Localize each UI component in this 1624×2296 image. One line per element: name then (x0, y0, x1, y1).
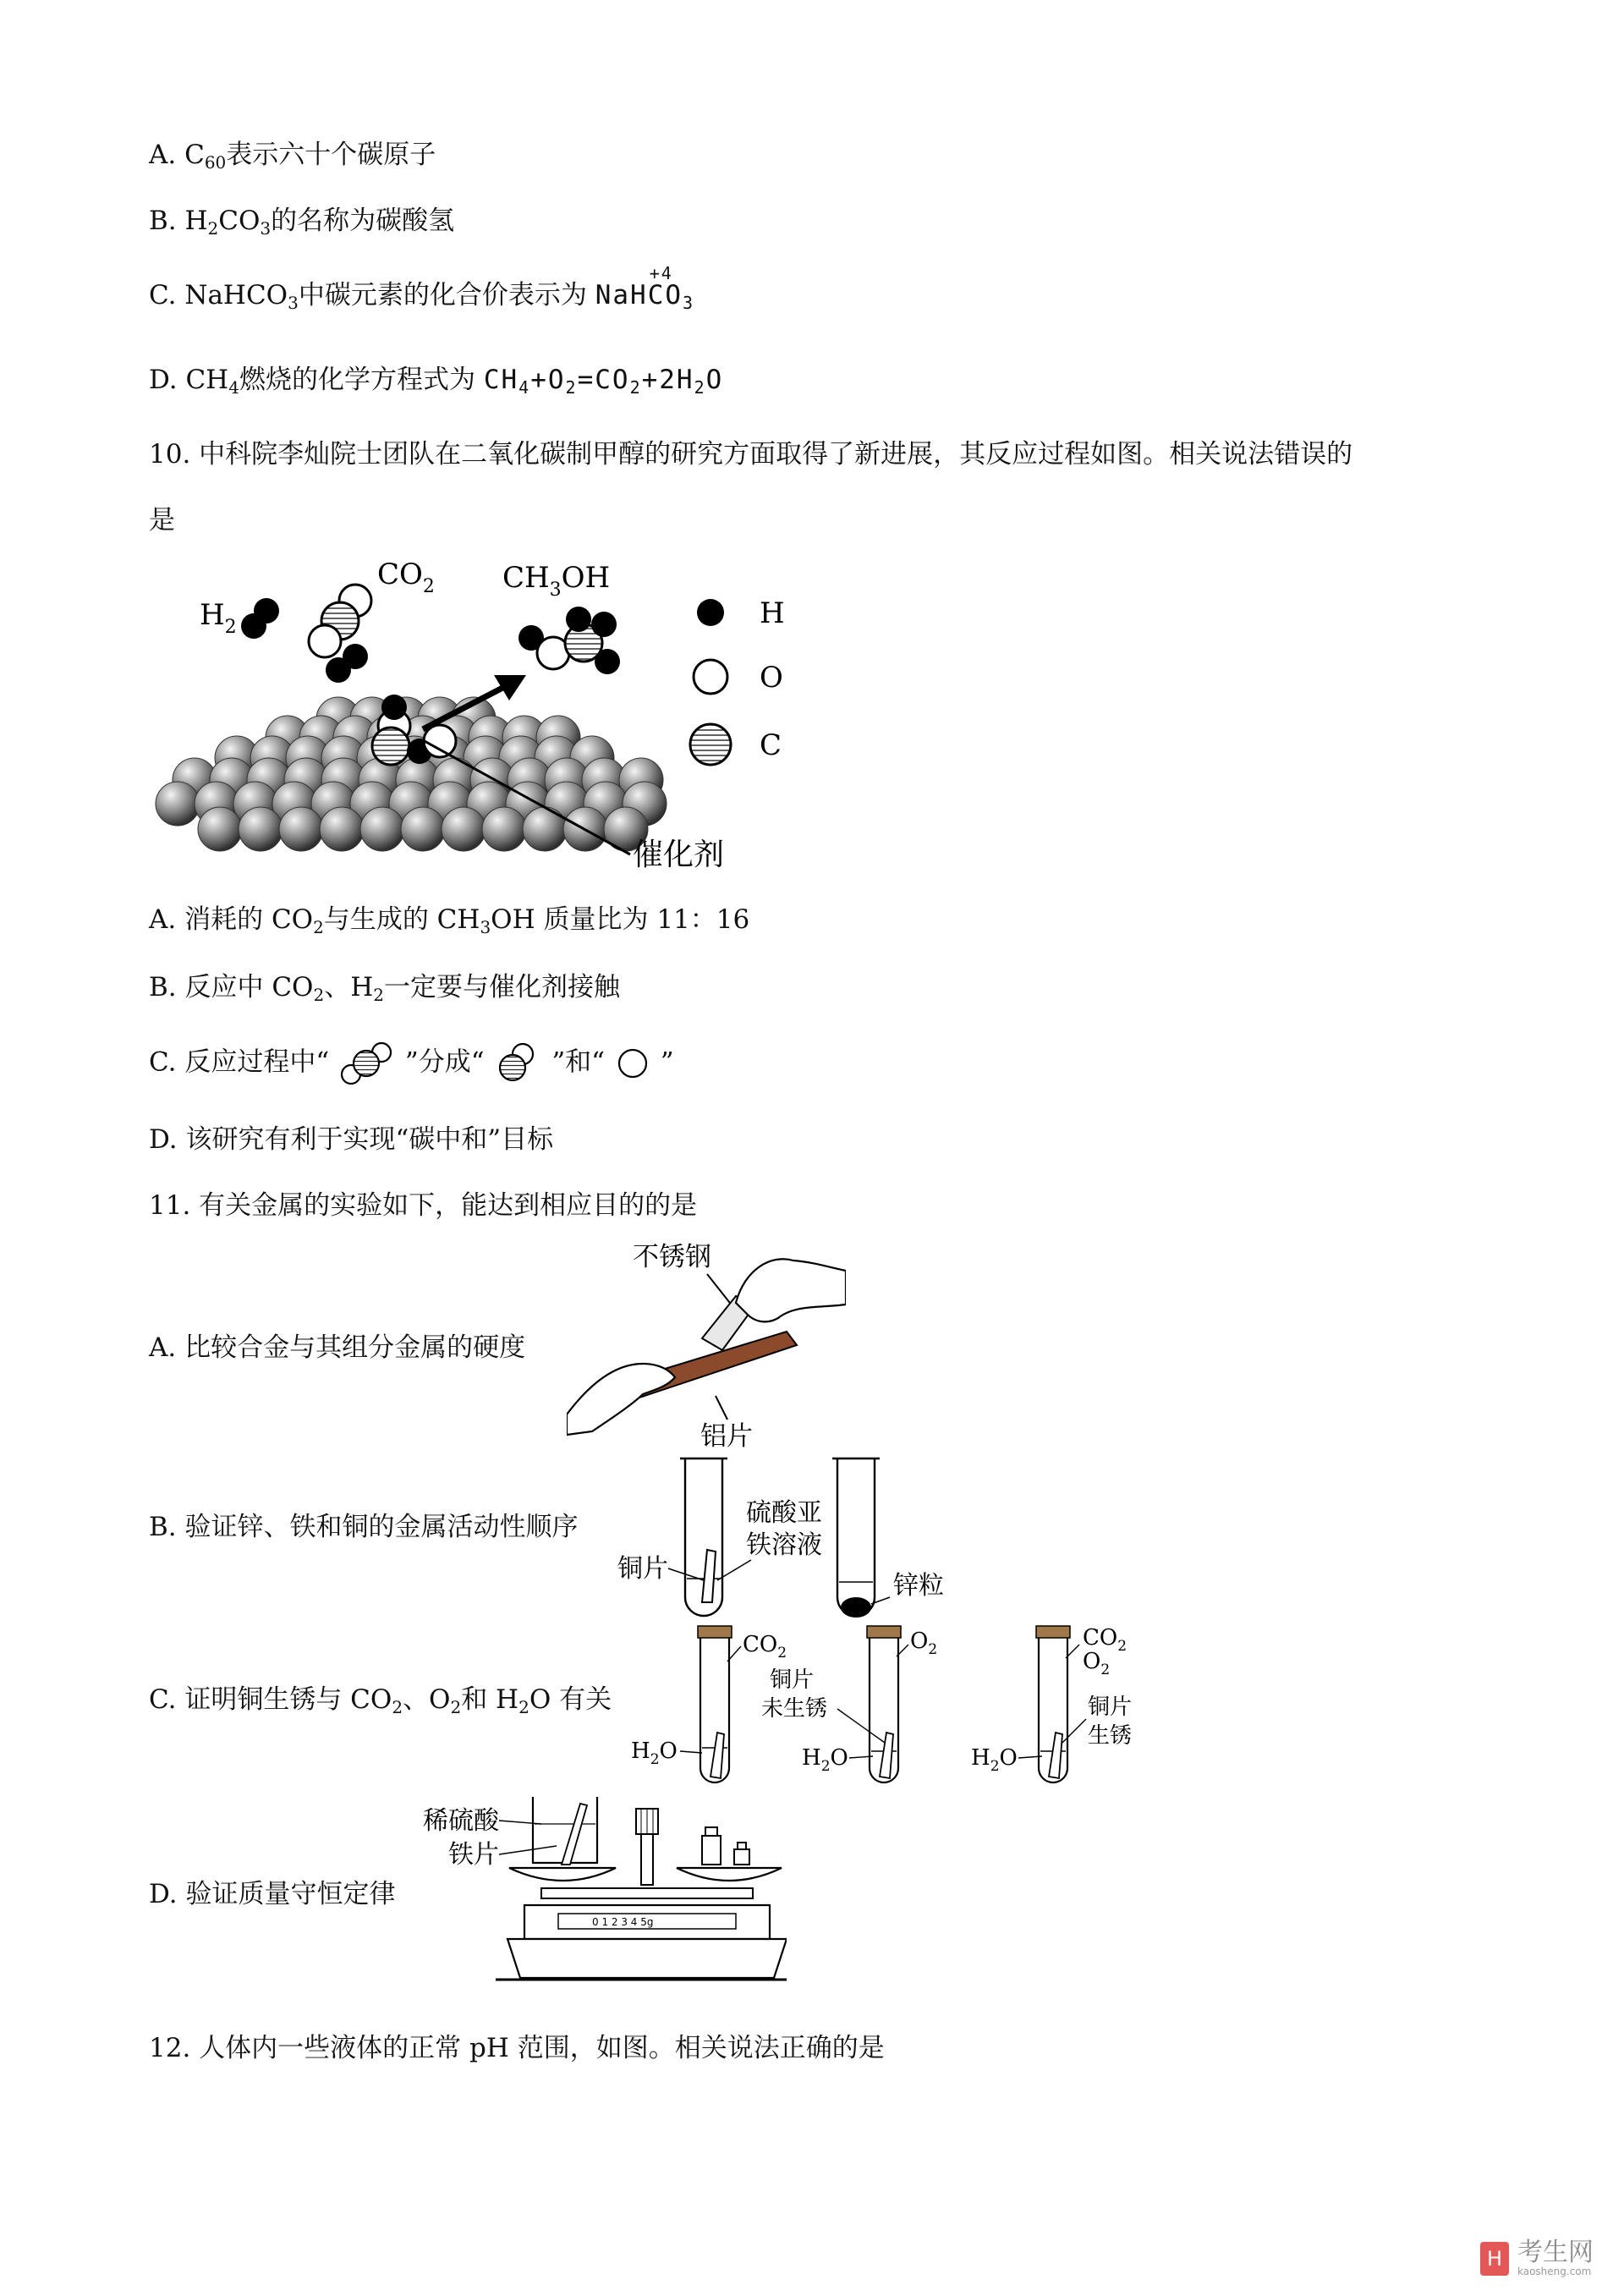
legend-c-atom (690, 724, 731, 765)
copper-label: 铜片 (617, 1554, 668, 1584)
feso4-label-2: 铁溶液 (746, 1530, 822, 1560)
tube-c-co2-label: $CO_2$ (1083, 1625, 1127, 1655)
co2-label: $CO_2$ (377, 558, 435, 597)
iron-strip-label: 铁片 (448, 1840, 499, 1870)
q11-option-b: B. 验证锌、铁和铜的金属活动性顺序 (149, 1512, 579, 1542)
q9-option-a: A. $C_{60}$表示六十个碳原子 (149, 140, 436, 173)
test-tube-2 (837, 1458, 875, 1616)
aluminum-label: 铝片 (700, 1421, 753, 1448)
tube-b-copper-label: 铜片 (770, 1667, 815, 1693)
feso4-label-1: 硫酸亚 (746, 1498, 822, 1528)
catalyst-sphere (482, 807, 526, 851)
q9-option-d: D. $CH_4$燃烧的化学方程式为 $CH_4+O_2=CO_2+2H_2O$ (149, 365, 724, 398)
h2-label: $H_2$ (200, 598, 237, 638)
co-molecule-icon (492, 1042, 543, 1085)
q10-option-a: A. 消耗的 $CO_2$与生成的 $CH_3OH$ 质量比为 11：16 (149, 904, 750, 937)
tube-b-not-rusted-label: 未生锈 (761, 1696, 828, 1722)
q11-option-d: D. 验证质量守恒定律 (149, 1879, 396, 1909)
oxygen-atom (309, 625, 341, 657)
q10-stem-line1: 10. 中科院李灿院士团队在二氧化碳制甲醇的研究方面取得了新进展，其反应过程如图。相关说法错误的 (149, 439, 1353, 470)
tube-b-o2-label: $O_2$ (910, 1629, 938, 1658)
site-logo (1480, 2240, 1594, 2277)
legend-o-atom (694, 660, 727, 694)
tube-c-copper-label: 铜片 (1088, 1695, 1133, 1720)
copper-strip (702, 1550, 716, 1602)
hardness-test-figure (567, 1237, 846, 1448)
tube-c-o2-label: $O_2$ (1083, 1649, 1111, 1678)
catalyst-sphere (523, 807, 567, 851)
ch3oh-label: $CH_3OH$ (502, 561, 611, 601)
co2-to-methanol-diagram (144, 550, 888, 888)
q9-option-b: B. $H_2CO_3$的名称为碳酸氢 (149, 206, 455, 239)
catalyst-sphere (442, 807, 486, 851)
left-hand (567, 1364, 675, 1435)
q12-stem: 12. 人体内一些液体的正常 pH 范围，如图。相关说法正确的是 (149, 2033, 885, 2063)
q10-option-c: C. 反应过程中“ ”分成“ ”和“ ” (149, 1042, 674, 1085)
combustion-equation: $CH_4+O_2=CO_2+2H_2O$ (483, 365, 724, 398)
q10-option-b: B. 反应中 $CO_2$、$H_2$一定要与催化剂接触 (149, 972, 620, 1005)
tube-a-co2-label: $CO_2$ (743, 1632, 787, 1662)
right-pan (677, 1868, 782, 1881)
o-atom-icon (613, 1046, 652, 1080)
zinc-granules (841, 1597, 871, 1618)
activity-series-figure (617, 1453, 956, 1623)
balance-base (508, 1939, 787, 1978)
q11-option-c: C. 证明铜生锈与 $CO_2$、$O_2$和 $H_2O$ 有关 (149, 1684, 612, 1717)
stainless-steel-label: 不锈钢 (633, 1242, 711, 1272)
tube-a-h2o-label: $H_2O$ (631, 1738, 678, 1768)
q10-stem-line2: 是 (149, 505, 175, 536)
oxygen-atom (424, 725, 456, 757)
legend-o-label: O (760, 661, 783, 695)
catalyst-sphere (198, 807, 242, 851)
zinc-label: 锌粒 (893, 1571, 944, 1601)
hydrogen-atom (343, 644, 368, 669)
hydrogen-atom (381, 695, 407, 720)
carbon-atom (372, 728, 409, 765)
logo-url: kaosheng.com (1517, 2266, 1592, 2277)
catalyst-sphere (279, 807, 323, 851)
tube-c-rusted-label: 生锈 (1088, 1723, 1133, 1749)
rider-scale-labels: 0 1 2 3 4 5g (592, 1916, 654, 1928)
co2-molecule-icon (337, 1042, 397, 1085)
hydrogen-atom (566, 607, 591, 632)
hydrogen-atom (595, 649, 620, 674)
hydrogen-atom (254, 598, 279, 623)
catalyst-sphere (360, 807, 404, 851)
dilute-acid-label: 稀硫酸 (423, 1806, 499, 1836)
tube-b-h2o-label: $H_2O$ (802, 1745, 848, 1775)
logo-brand: 考生网 (1517, 2238, 1594, 2267)
catalyst-label: 催化剂 (633, 838, 725, 872)
hydrogen-atom (591, 612, 617, 637)
rusting-experiment-figure (626, 1624, 1150, 1785)
catalyst-sphere (156, 782, 200, 826)
legend-h-label: H (760, 596, 785, 630)
left-pan (509, 1868, 616, 1881)
q10-option-d: D. 该研究有利于实现“碳中和”目标 (149, 1124, 554, 1155)
q11-stem: 11. 有关金属的实验如下，能达到相应目的的是 (149, 1190, 698, 1221)
legend-c-label: C (760, 728, 782, 762)
mass-conservation-figure (414, 1787, 787, 1990)
catalyst-sphere (239, 807, 283, 851)
catalyst-sphere (320, 807, 364, 851)
catalyst-surface (156, 697, 667, 851)
valence-formula: NaH +4 $CO_3$ (595, 263, 695, 313)
logo-mark: H (1480, 2242, 1509, 2276)
right-hand (736, 1259, 846, 1321)
q11-option-a: A. 比较合金与其组分金属的硬度 (149, 1332, 526, 1363)
legend-h-atom (697, 599, 724, 626)
tube-c-h2o-label: $H_2O$ (971, 1745, 1018, 1775)
catalyst-sphere (401, 807, 445, 851)
q9-option-c: C. NaHCO$_3$中碳元素的化合价表示为 NaH +4 $CO_3$ (149, 263, 695, 313)
